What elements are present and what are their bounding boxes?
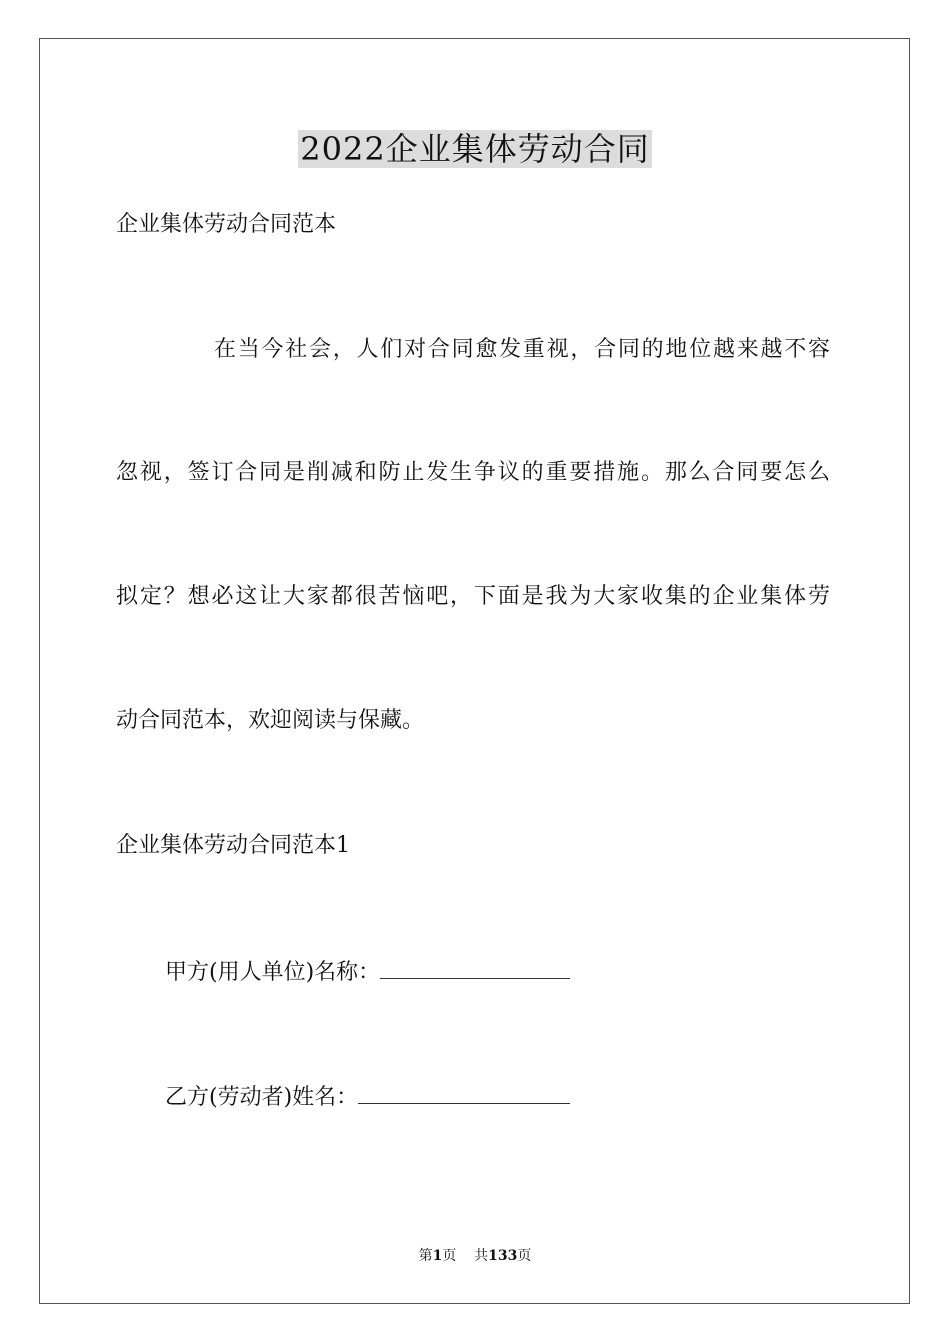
section-heading: 企业集体劳动合同范本1 [116,833,350,858]
footer-page-number: 1 [432,1248,443,1264]
footer-page-prefix: 第 [418,1248,433,1264]
document-title [0,128,950,170]
intro-line-1: 在当今社会，人们对合同愈发重视，合同的地位越来越不容 [214,337,830,362]
party-b-blank-line [358,1081,570,1104]
footer-total-suffix: 页 [517,1248,532,1264]
party-b-label: 乙方(劳动者)姓名： [165,1085,359,1110]
intro-line-4: 动合同范本，欢迎阅读与保藏。 [116,708,425,733]
intro-line-3: 拟定？想必这让大家都很苦恼吧，下面是我为大家收集的企业集体劳 [116,584,830,609]
footer-page-suffix: 页 [442,1248,457,1264]
document-title-text: 2022企业集体劳动合同 [300,130,650,168]
footer-total-prefix: 共 [474,1248,489,1264]
party-a-row [165,956,570,988]
intro-line-2: 忽视，签订合同是削减和防止发生争议的重要措施。那么合同要怎么 [116,460,830,485]
document-subtitle: 企业集体劳动合同范本 [116,212,337,237]
page-footer [0,1247,950,1265]
party-b-row [165,1081,570,1113]
footer-total-pages: 133 [488,1248,518,1264]
party-a-blank-line [380,956,570,979]
party-a-label: 甲方(用人单位)名称： [165,960,381,985]
